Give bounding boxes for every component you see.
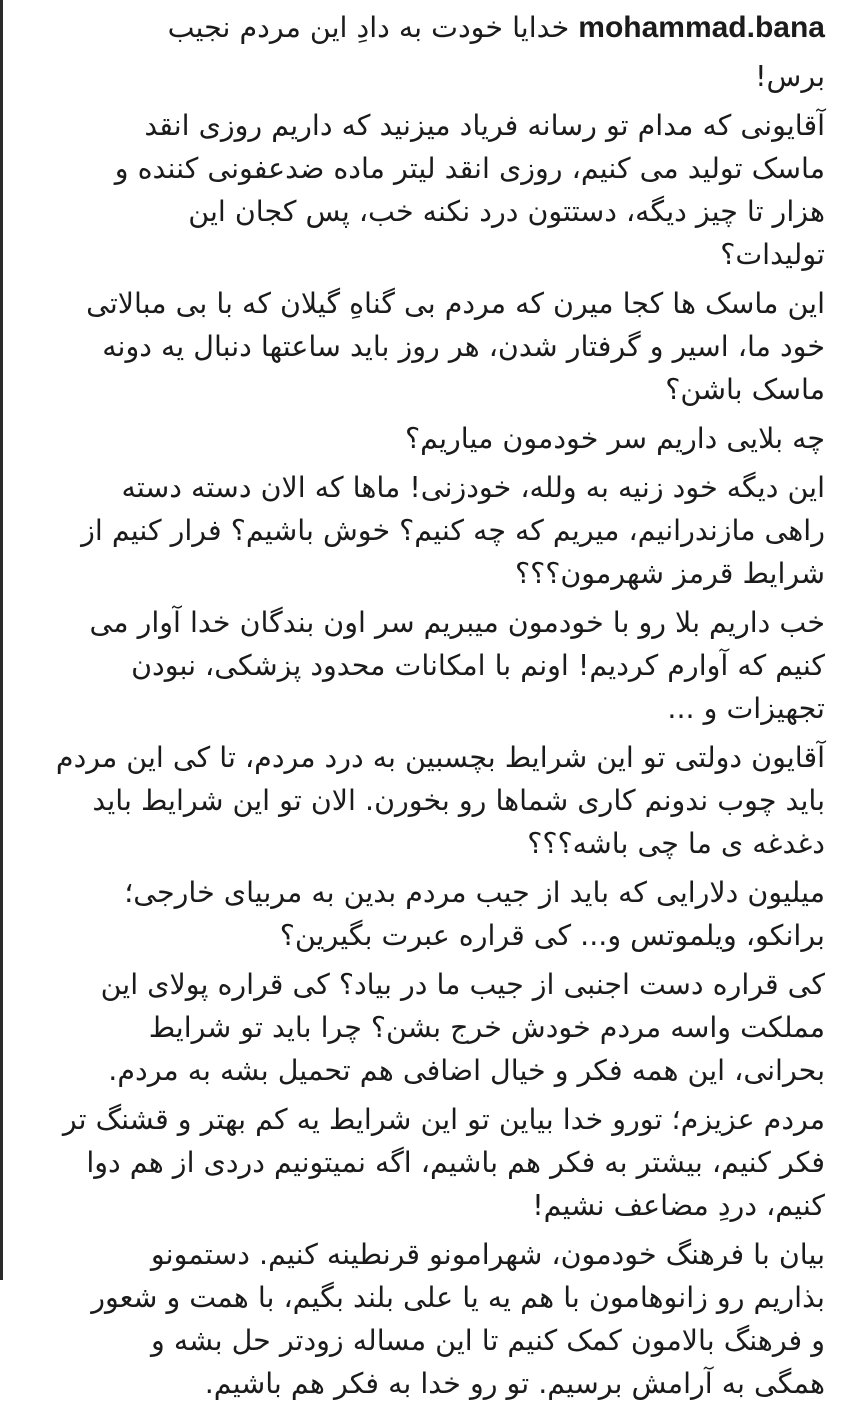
caption-line: آقایون دولتی تو این شرایط بچسبین به درد مردم، تا کی این مردم xyxy=(55,741,825,774)
caption-body xyxy=(30,55,825,1405)
caption-first-line xyxy=(30,6,825,49)
caption-line: چه بلایی داریم سر خودمون میاریم؟ xyxy=(405,422,825,455)
caption-line: این ماسک ها کجا میرن که مردم بی گناهِ گیلان که با بی مبالاتی xyxy=(86,287,825,320)
caption-line: بحرانی، این همه فکر و خیال اضافی هم تحمیل بشه به مردم. xyxy=(108,1054,825,1087)
caption-line: و فرهنگ بالامون کمک کنیم تا این مساله زودتر حل بشه و xyxy=(151,1324,825,1357)
left-edge-border xyxy=(0,0,3,1280)
caption-paragraph xyxy=(30,417,825,460)
caption-line: کنیم که آوارم کردیم! اونم با امکانات محدود پزشکی، نبودن xyxy=(131,649,825,682)
username-link[interactable]: mohammad.bana xyxy=(578,11,825,44)
caption-line: فکر کنیم، بیشتر به فکر هم باشیم، اگه نمیتونیم دردی از هم دوا xyxy=(86,1146,825,1179)
caption-paragraph xyxy=(30,601,825,730)
caption-line: میلیون دلارایی که باید از جیب مردم بدین به مربیای خارجی؛ xyxy=(124,876,825,909)
caption-paragraph xyxy=(30,55,825,98)
caption-line: مردم عزیزم؛ تورو خدا بیاین تو این شرایط یه کم بهتر و قشنگ تر xyxy=(62,1103,825,1136)
caption-paragraph xyxy=(30,104,825,276)
caption-line: راهی مازندرانیم، میریم که چه کنیم؟ خوش باشیم؟ فرار کنیم از xyxy=(81,514,825,547)
caption-line: هزار تا چیز دیگه، دستتون درد نکنه خب، پس کجان این xyxy=(188,195,825,228)
caption-line: برس! xyxy=(755,60,825,93)
caption-paragraph xyxy=(30,466,825,595)
caption-line: برانکو، ویلموتس و... کی قراره عبرت بگیرین؟ xyxy=(279,919,825,952)
caption-paragraph xyxy=(30,1233,825,1405)
caption-line: ماسک باشن؟ xyxy=(665,373,825,406)
caption-line: کنیم، دردِ مضاعف نشیم! xyxy=(532,1189,825,1222)
caption-line: مملکت واسه مردم خودش خرج بشن؟ چرا باید تو شرایط xyxy=(148,1011,825,1044)
caption-line: آقایونی که مدام تو رسانه فریاد میزنید که داریم روزی انقد xyxy=(144,109,825,142)
post-caption xyxy=(30,6,825,1411)
caption-line: بیان با فرهنگ خودمون، شهرامونو قرنطینه کنیم. دستمونو xyxy=(150,1238,825,1271)
caption-line: این دیگه خود زنیه به ولله، خودزنی! ماها که الان دسته دسته xyxy=(121,471,825,504)
caption-line: دغدغه ی ما چی باشه؟؟؟ xyxy=(527,827,825,860)
caption-line: باید چوب ندونم کاری شماها رو بخورن. الان تو این شرایط باید xyxy=(92,784,825,817)
caption-line: ماسک تولید می کنیم، روزی انقد لیتر ماده ضدعفونی کننده و xyxy=(114,152,825,185)
caption-line: کی قراره دست اجنبی از جیب ما در بیاد؟ کی قراره پولای این xyxy=(100,968,825,1001)
caption-paragraph xyxy=(30,871,825,957)
caption-line: شرایط قرمز شهرمون؟؟؟ xyxy=(514,557,825,590)
caption-line: همگی به آرامش برسیم. تو رو خدا به فکر هم باشیم. xyxy=(204,1367,825,1400)
caption-text: خدایا خودت به دادِ این مردم نجیب xyxy=(167,11,570,44)
caption-paragraph xyxy=(30,963,825,1092)
caption-line: خب داریم بلا رو با خودمون میبریم سر اون بندگان خدا آوار می xyxy=(89,606,825,639)
caption-line: تولیدات؟ xyxy=(720,238,825,271)
caption-line: بذاریم رو زانوهامون با هم یه یا علی بلند بگیم، با همت و شعور xyxy=(91,1281,825,1314)
caption-paragraph xyxy=(30,1098,825,1227)
caption-paragraph xyxy=(30,282,825,411)
caption-line: تجهیزات و ... xyxy=(667,692,825,725)
caption-paragraph xyxy=(30,736,825,865)
caption-line: خود ما، اسیر و گرفتار شدن، هر روز باید ساعتها دنبال یه دونه xyxy=(102,330,825,363)
